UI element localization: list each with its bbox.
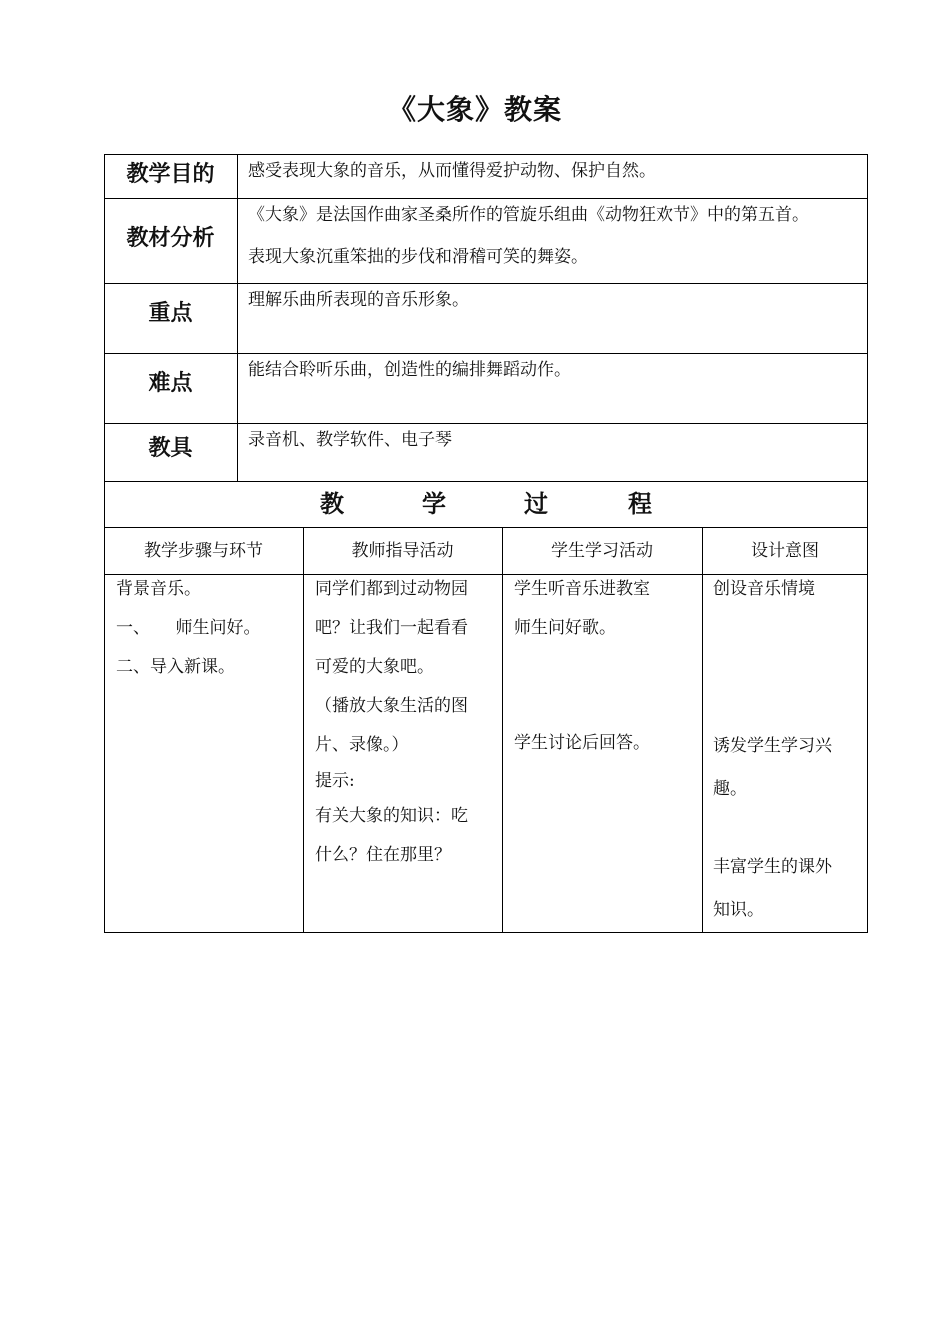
process-heading-char: 教: [320, 490, 344, 518]
column-header-student: 学生学习活动: [551, 541, 653, 561]
intent-line: 丰富学生的课外: [713, 857, 832, 877]
steps-cell: [116, 570, 298, 687]
process-heading-char: 过: [524, 490, 548, 518]
student-line: 师生问好歌。: [514, 618, 616, 638]
column-divider: [303, 527, 304, 933]
page-title: 《大象》教案: [387, 93, 562, 126]
intent-line: 创设音乐情境: [713, 579, 815, 599]
key-point-text: 理解乐曲所表现的音乐形象。: [248, 290, 469, 310]
column-header-teacher: 教师指导活动: [351, 541, 454, 561]
intent-line: 诱发学生学习兴: [713, 736, 832, 756]
row-content-teaching-aids: [248, 419, 860, 461]
process-heading-char: 学: [422, 490, 446, 518]
objective-text: 感受表现大象的音乐，从而懂得爱护动物、保护自然。: [248, 161, 656, 181]
row-label-analysis: 教材分析: [126, 225, 215, 251]
difficulty-text: 能结合聆听乐曲，创造性的编排舞蹈动作。: [248, 360, 571, 380]
student-line: 学生听音乐进教室: [514, 579, 650, 599]
teaching-aids-text: 录音机、教学软件、电子琴: [248, 430, 452, 450]
row-content-difficulty: [248, 349, 860, 391]
teacher-line: 同学们都到过动物园: [315, 579, 468, 599]
teacher-line: 吧？让我们一起看看: [315, 618, 468, 638]
row-divider: [104, 481, 868, 482]
teacher-line: （播放大象生活的图: [315, 696, 468, 716]
row-label-teaching-aids: 教具: [148, 435, 193, 461]
intent-line: 趣。: [713, 779, 747, 799]
column-header-intent: 设计意图: [751, 541, 819, 561]
teacher-line: 可爱的大象吧。: [315, 657, 434, 677]
student-cell: [514, 570, 696, 763]
row-content-key-point: [248, 279, 860, 321]
analysis-text-line: 《大象》是法国作曲家圣桑所作的管旋乐组曲《动物狂欢节》中的第五首。: [248, 205, 809, 225]
row-label-objective: 教学目的: [126, 161, 215, 187]
teacher-line: 片、录像。）: [315, 735, 409, 755]
process-heading-char: 程: [628, 490, 652, 518]
teacher-line: 有关大象的知识：吃: [315, 806, 468, 826]
row-label-key-point: 重点: [148, 300, 193, 326]
step-line: 一、 师生问好。: [116, 618, 261, 638]
row-content-objective: [248, 150, 860, 192]
student-line: 学生讨论后回答。: [514, 733, 650, 753]
row-content-analysis: [248, 194, 864, 278]
step-line: 二、导入新课。: [116, 657, 235, 677]
teacher-cell: [315, 570, 497, 875]
analysis-text-line: 表现大象沉重笨拙的步伐和滑稽可笑的舞姿。: [248, 247, 588, 267]
column-header-steps: 教学步骤与环节: [144, 541, 263, 561]
teacher-line: 什么？住在那里？: [315, 845, 451, 865]
intent-line: 知识。: [713, 900, 764, 920]
label-column-divider: [237, 154, 238, 481]
step-line: 背景音乐。: [116, 579, 201, 599]
column-divider: [502, 527, 503, 933]
intent-cell: [713, 570, 863, 930]
row-divider: [104, 527, 868, 528]
teacher-line: 提示:: [315, 771, 355, 791]
row-label-difficulty: 难点: [148, 370, 193, 396]
column-divider: [702, 527, 703, 933]
